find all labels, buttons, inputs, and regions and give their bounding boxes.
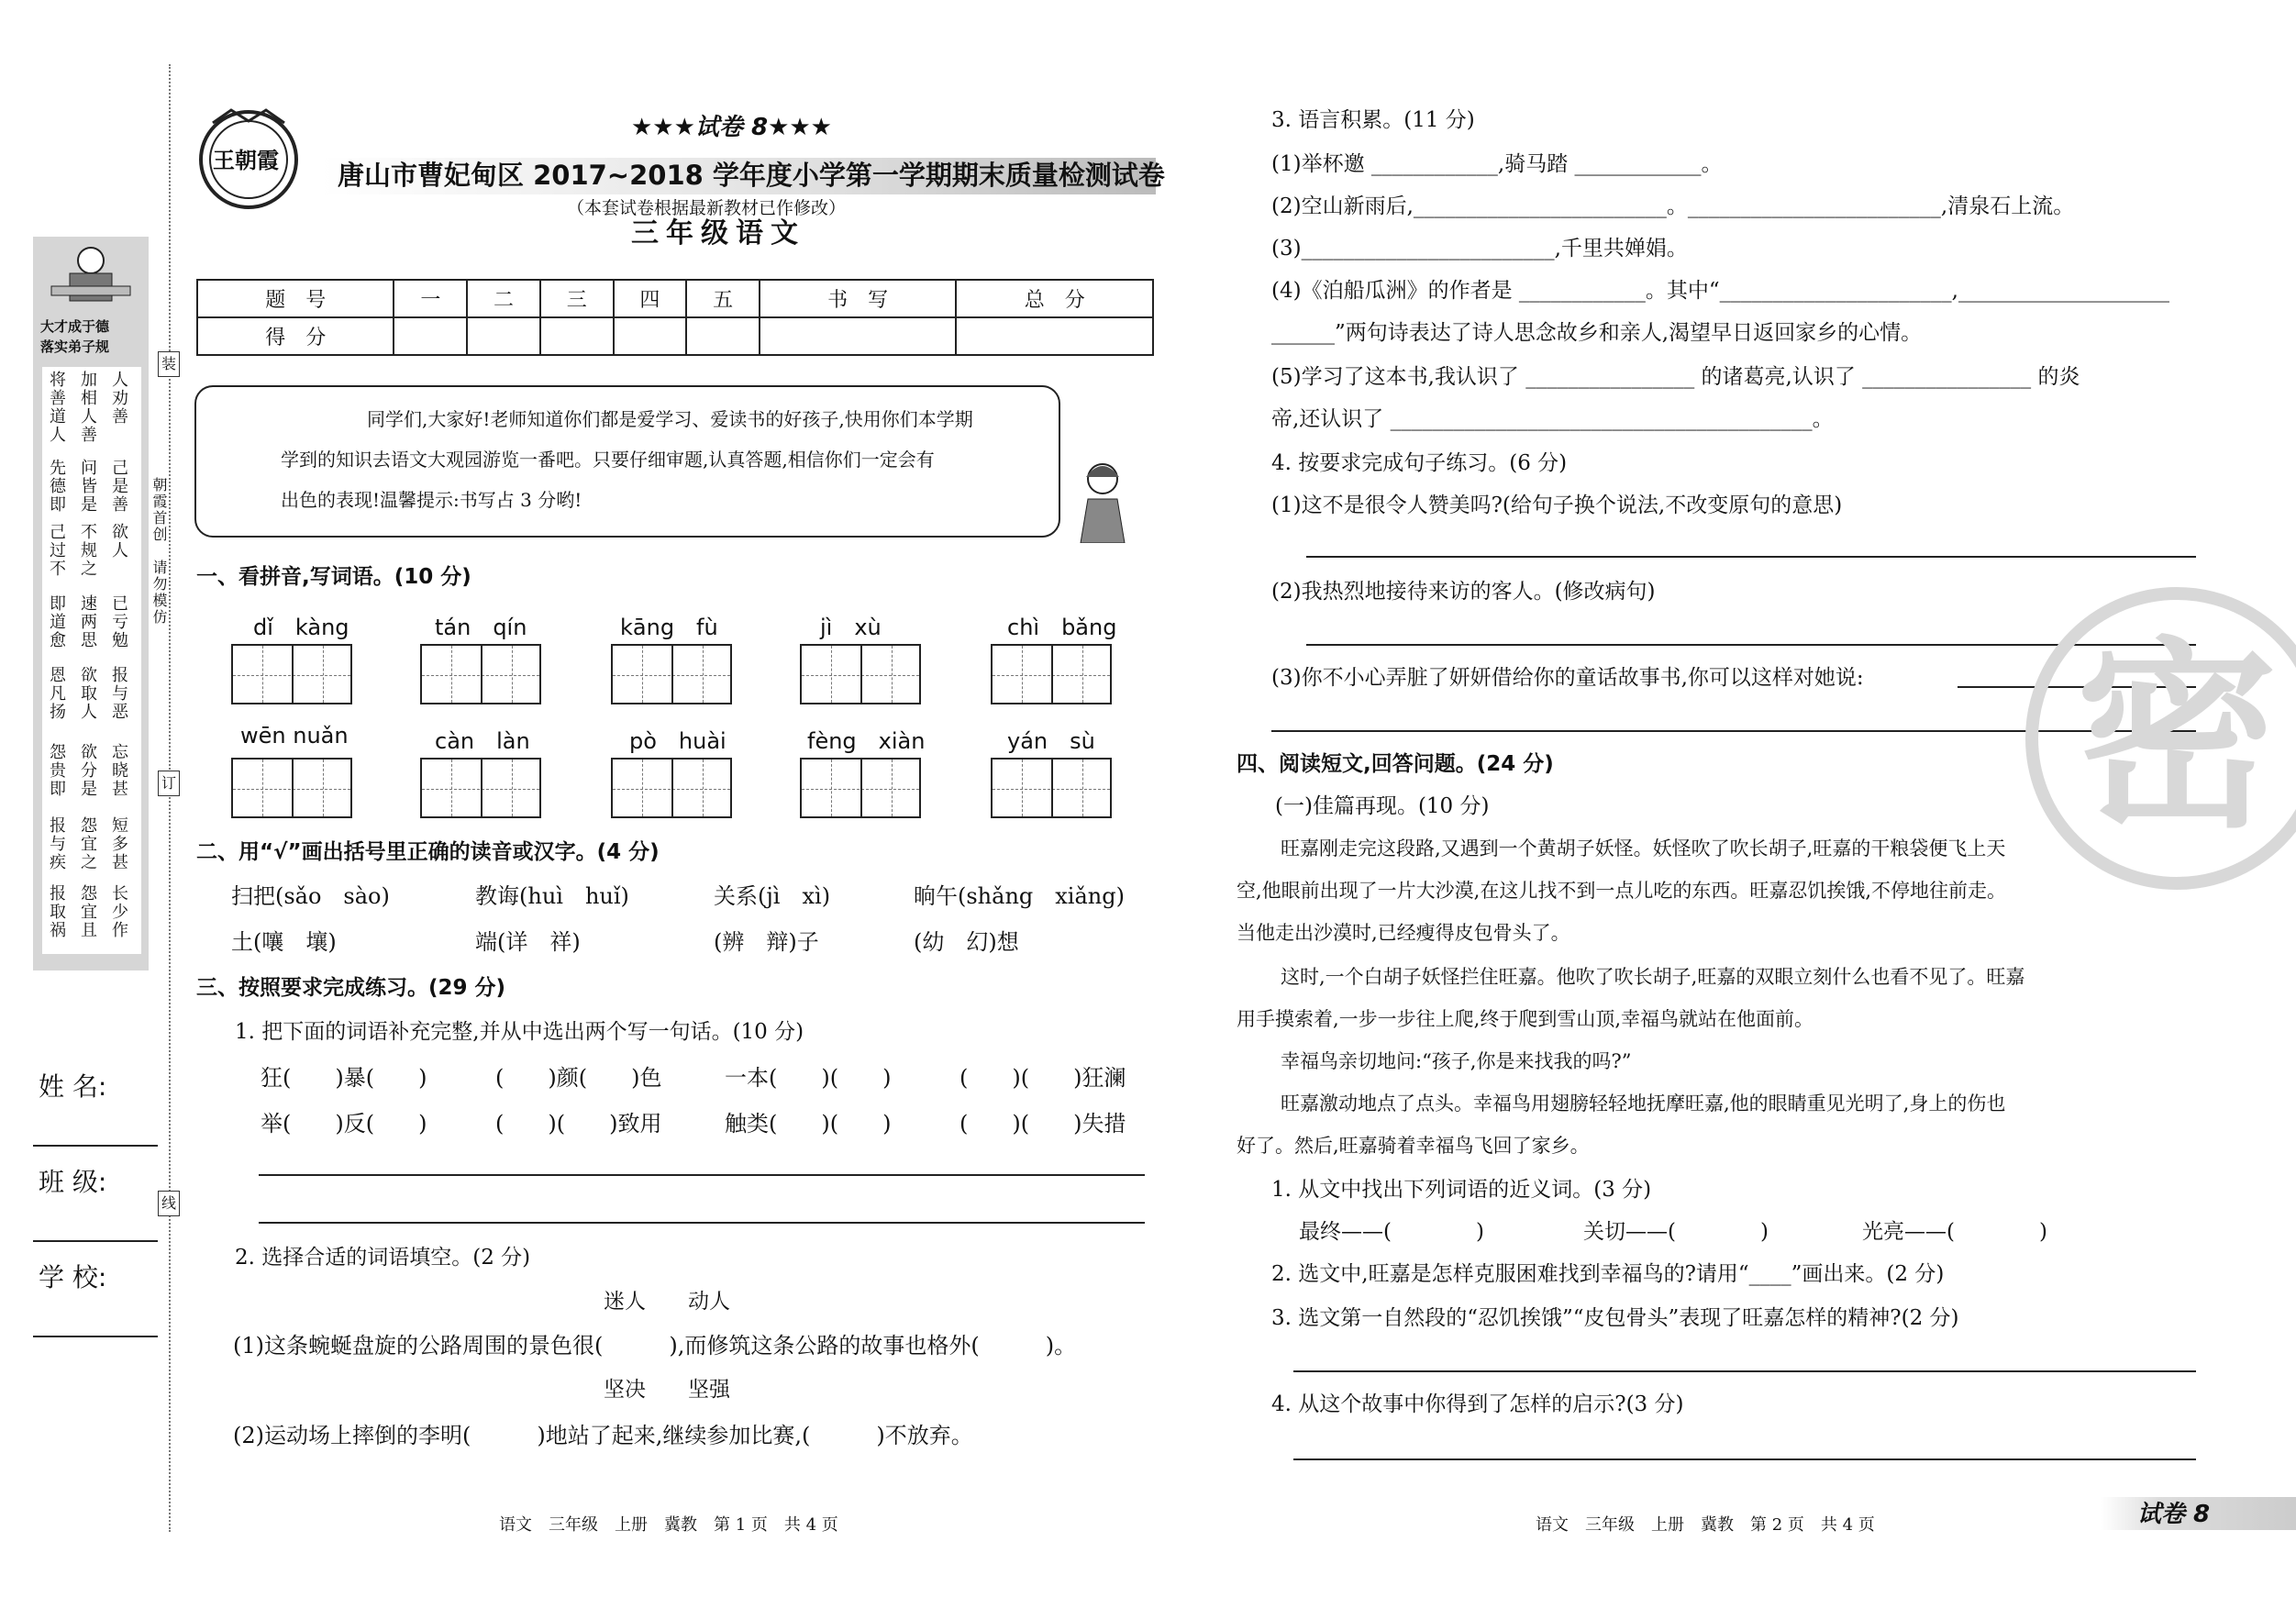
copyright-note: 朝霞首创 请勿模仿: [150, 477, 168, 626]
sidebar-slogan-1: 大才成于德: [40, 318, 110, 335]
idiom-blank[interactable]: ( )( )失措: [959, 1111, 1126, 1137]
score-table: [196, 279, 1154, 356]
motto-col: 欲人: [109, 523, 128, 560]
poem-fill-1[interactable]: (1)举杯邀 ____________,骑马踏 ____________。: [1271, 152, 1723, 176]
answer-line[interactable]: [259, 1222, 1145, 1224]
book-fill-5a[interactable]: (5)学习了这本书,我认识了 ________________ 的诸葛亮,认识了 ________________ 的炎: [1271, 365, 2080, 389]
answer-line[interactable]: [1293, 1458, 2196, 1460]
reading-question-2: 2. 选文中,旺嘉是怎样克服困难找到幸福鸟的?请用“____”画出来。(2 分): [1271, 1262, 1945, 1286]
score-cell[interactable]: [614, 317, 687, 355]
class-label: 班 级:: [39, 1167, 107, 1197]
sidebar-slogan-2: 落实弟子规: [40, 338, 110, 355]
motto-col: 己过不: [47, 523, 66, 578]
section-3-title: 三、按照要求完成练习。(29 分): [196, 976, 506, 1000]
answer-line[interactable]: [259, 1174, 1145, 1176]
writing-grid[interactable]: [231, 758, 352, 818]
idiom-blank[interactable]: 触类( )( ): [725, 1111, 892, 1137]
choice-item[interactable]: (幼 幻)想: [914, 929, 1019, 955]
writing-grid[interactable]: [231, 644, 352, 704]
motto-col: 恩凡扬: [47, 666, 66, 721]
passage-line: 这时,一个白胡子妖怪拦住旺嘉。他吹了吹长胡子,旺嘉的双眼立刻什么也看不见了。旺嘉: [1281, 966, 2025, 988]
answer-line[interactable]: [1293, 1370, 2196, 1372]
section-1-title: 一、看拼音,写词语。(10 分): [196, 565, 471, 589]
passage-line: 用手摸索着,一步一步往上爬,终于爬到雪山顶,幸福鸟就站在他面前。: [1237, 1008, 1814, 1030]
choice-item[interactable]: 端(详 祥): [475, 929, 581, 955]
score-header-cell: 一: [394, 280, 467, 317]
idiom-blank[interactable]: ( )( )致用: [495, 1111, 662, 1137]
passage-line: 幸福鸟亲切地问:“孩子,你是来找我的吗?”: [1281, 1050, 1632, 1072]
motto-col: 已亏勉: [109, 594, 128, 649]
logo-text: 王朝霞: [213, 147, 279, 173]
motto-col: 加相人善: [78, 371, 97, 444]
answer-line[interactable]: [1306, 556, 2196, 558]
reading-question-3: 3. 选文第一自然段的“忍饥挨饿”“皮包骨头”表现了旺嘉怎样的精神?(2 分): [1271, 1306, 1959, 1330]
motto-col: 己是善: [109, 459, 128, 514]
footer-badge: 试卷 8: [2137, 1501, 2211, 1528]
score-header-cell: 三: [540, 280, 614, 317]
poem-fill-4a[interactable]: (4)《泊船瓜洲》的作者是 ____________。其中“______________________,____________________: [1271, 279, 2169, 303]
idiom-blank[interactable]: 举( )反( ): [261, 1111, 427, 1137]
score-header-cell: 题 号: [197, 280, 394, 317]
score-header-cell: 二: [467, 280, 540, 317]
motto-col: 即道愈: [47, 594, 66, 649]
school-field[interactable]: [33, 1336, 158, 1337]
name-label: 姓 名:: [39, 1071, 107, 1102]
writing-grid[interactable]: [420, 758, 541, 818]
motto-col: 先德即: [47, 459, 66, 514]
synonym-blank[interactable]: 光亮——( ): [1862, 1220, 2047, 1244]
score-cell[interactable]: [686, 317, 760, 355]
seal-mark-2: 订: [158, 771, 180, 796]
score-header-cell: 四: [614, 280, 687, 317]
exam-title: 唐山市曹妃甸区 2017~2018 学年度小学第一学期期末质量检测试卷: [338, 160, 1165, 191]
sentence-task-2: (2)我热烈地接待来访的客人。(修改病句): [1271, 580, 1656, 604]
exam-note: （本套试卷根据最新教材已作修改）: [567, 198, 847, 218]
teacher-illustration: [1071, 459, 1136, 543]
passage-line: 当他走出沙漠时,已经瘦得皮包骨头了。: [1237, 922, 1570, 944]
choice-item[interactable]: 晌午(shǎng xiǎng): [914, 883, 1125, 909]
pinyin-label: wēn nuǎn: [240, 723, 349, 749]
poem-fill-3[interactable]: (3)________________________,千里共婵娟。: [1271, 237, 1688, 261]
idiom-blank[interactable]: 狂( )暴( ): [261, 1065, 427, 1091]
poem-fill-4b[interactable]: ______”两句诗表达了诗人思念故乡和亲人,渴望早日返回家乡的心情。: [1271, 321, 1923, 345]
poem-fill-2[interactable]: (2)空山新雨后,________________________。________________________,清泉石上流。: [1271, 194, 2075, 218]
motto-col: 怨宜之: [78, 816, 97, 871]
intro-line-3: 出色的表现!温馨提示:书写占 3 分哟!: [281, 489, 582, 511]
motto-col: 怨宜且: [78, 884, 97, 939]
reading-question-4: 4. 从这个故事中你得到了怎样的启示?(3 分): [1271, 1392, 1684, 1416]
synonym-blank[interactable]: 最终——( ): [1299, 1220, 1484, 1244]
seal-mark-3: 线: [158, 1191, 180, 1216]
subject-title: 三年级语文: [631, 217, 805, 250]
pinyin-label: tán qín: [435, 615, 527, 640]
question-3-1: 1. 把下面的词语补充完整,并从中选出两个写一句话。(10 分): [235, 1020, 804, 1044]
writing-grid[interactable]: [991, 758, 1112, 818]
pinyin-label: pò huài: [629, 728, 727, 754]
score-cell[interactable]: [760, 317, 956, 355]
paper-label: ★★★试卷 8★★★: [631, 114, 832, 141]
name-field[interactable]: [33, 1145, 158, 1147]
writing-grid[interactable]: [800, 758, 921, 818]
fill-sentence-2[interactable]: (2)运动场上摔倒的李明( )地站了起来,继续参加比赛,( )不放弃。: [233, 1423, 973, 1448]
writing-grid[interactable]: [611, 758, 732, 818]
idiom-blank[interactable]: ( )颜( )色: [495, 1065, 662, 1091]
sentence-task-3: (3)你不小心弄脏了妍妍借给你的童话故事书,你可以这样对她说:: [1271, 666, 1864, 690]
choice-item[interactable]: 关系(jì xì): [714, 883, 831, 909]
choice-item[interactable]: 土(嚷 壤): [231, 929, 337, 955]
pinyin-label: jì xù: [820, 615, 882, 640]
synonym-blank[interactable]: 关切——( ): [1583, 1220, 1769, 1244]
choice-item[interactable]: (辨 辩)子: [714, 929, 819, 955]
motto-col: 欲取人: [78, 666, 97, 721]
motto-col: 忘晓甚: [109, 743, 128, 798]
intro-line-2: 学到的知识去语文大观园游览一番吧。只要仔细审题,认真答题,相信你们一定会有: [281, 449, 935, 471]
score-cell[interactable]: [956, 317, 1153, 355]
sentence-task-1: (1)这不是很令人赞美吗?(给句子换个说法,不改变原句的意思): [1271, 494, 1843, 517]
idiom-blank[interactable]: 一本( )( ): [725, 1065, 892, 1091]
question-3-2: 2. 选择合适的词语填空。(2 分): [235, 1246, 531, 1270]
motto-col: 长少作: [109, 884, 128, 939]
score-row-label: 得 分: [197, 317, 394, 355]
question-3-3: 3. 语言积累。(11 分): [1271, 108, 1475, 132]
pinyin-label: dǐ kàng: [253, 615, 349, 640]
motto-col: 怨贵即: [47, 743, 66, 798]
writing-grid[interactable]: [420, 644, 541, 704]
score-cell[interactable]: [394, 317, 467, 355]
word-choices-2: 坚决 坚强: [604, 1378, 730, 1402]
confucius-figure: [42, 240, 139, 314]
score-value-row: [197, 317, 1153, 355]
section-4-title: 四、阅读短文,回答问题。(24 分): [1237, 752, 1554, 776]
writing-grid[interactable]: [611, 644, 732, 704]
motto-col: 欲分是: [78, 743, 97, 798]
passage-line: 旺嘉刚走完这段路,又遇到一个黄胡子妖怪。妖怪吹了吹长胡子,旺嘉的干粮袋便飞上天: [1281, 837, 2006, 859]
choice-item[interactable]: 扫把(sǎo sào): [231, 883, 390, 909]
writing-grid[interactable]: [800, 644, 921, 704]
pinyin-label: yán sù: [1007, 728, 1095, 754]
pinyin-label: càn làn: [435, 728, 530, 754]
book-fill-5b[interactable]: 帝,还认识了 ________________________________________。: [1271, 407, 1834, 431]
pinyin-label: chì bǎng: [1007, 615, 1117, 640]
binding-margin-line: [169, 64, 171, 1532]
reading-question-1: 1. 从文中找出下列词语的近义词。(3 分): [1271, 1178, 1652, 1202]
motto-col: 人劝善: [109, 371, 128, 426]
word-choices-1: 迷人 动人: [604, 1290, 730, 1314]
motto-col: 报取祸: [47, 884, 66, 939]
motto-col: 报与疾: [47, 816, 66, 871]
intro-line-1: 同学们,大家好!老师知道你们都是爱学习、爱读书的好孩子,快用你们本学期: [367, 408, 973, 430]
motto-col: 报与恶: [109, 666, 128, 721]
pinyin-label: fèng xiàn: [807, 728, 926, 754]
reading-subtitle: (一)佳篇再现。(10 分): [1275, 794, 1490, 818]
passage-line: 旺嘉激动地点了点头。幸福鸟用翅膀轻轻地抚摩旺嘉,他的眼睛重见光明了,身上的伤也: [1281, 1092, 2006, 1115]
score-header-cell: 五: [686, 280, 760, 317]
choice-item[interactable]: 教诲(huì huǐ): [475, 883, 629, 909]
passage-line: 好了。然后,旺嘉骑着幸福鸟飞回了家乡。: [1237, 1135, 1590, 1157]
score-header-row: [197, 280, 1153, 317]
score-header-cell: 总 分: [956, 280, 1153, 317]
fill-sentence-1[interactable]: (1)这条蜿蜒盘旋的公路周围的景色很( ),而修筑这条公路的故事也格外( )。: [233, 1333, 1077, 1359]
writing-grid[interactable]: [991, 644, 1112, 704]
class-field[interactable]: [33, 1240, 158, 1242]
school-label: 学 校:: [39, 1262, 107, 1292]
seal-mark-1: 装: [158, 351, 180, 377]
motto-col: 不规之: [78, 523, 97, 578]
motto-col: 问皆是: [78, 459, 97, 514]
footer-right: 语文 三年级 上册 冀教 第 2 页 共 4 页: [1536, 1515, 1875, 1535]
pinyin-label: kāng fù: [620, 615, 718, 640]
footer-left: 语文 三年级 上册 冀教 第 1 页 共 4 页: [499, 1515, 838, 1535]
section-2-title: 二、用“√”画出括号里正确的读音或汉字。(4 分): [196, 840, 660, 864]
score-header-cell: 书 写: [760, 280, 956, 317]
motto-col: 将善道人: [47, 371, 66, 444]
idiom-blank[interactable]: ( )( )狂澜: [959, 1065, 1126, 1091]
passage-line: 空,他眼前出现了一片大沙漠,在这儿找不到一点儿吃的东西。旺嘉忍饥挨饿,不停地往前走。: [1237, 880, 2007, 902]
motto-col: 速两思: [78, 594, 97, 649]
confidential-watermark: 密: [2025, 587, 2296, 890]
question-3-4: 4. 按要求完成句子练习。(6 分): [1271, 451, 1568, 475]
score-cell[interactable]: [467, 317, 540, 355]
score-cell[interactable]: [540, 317, 614, 355]
motto-col: 短多甚: [109, 816, 128, 871]
sidebar-mottos: [42, 367, 141, 954]
